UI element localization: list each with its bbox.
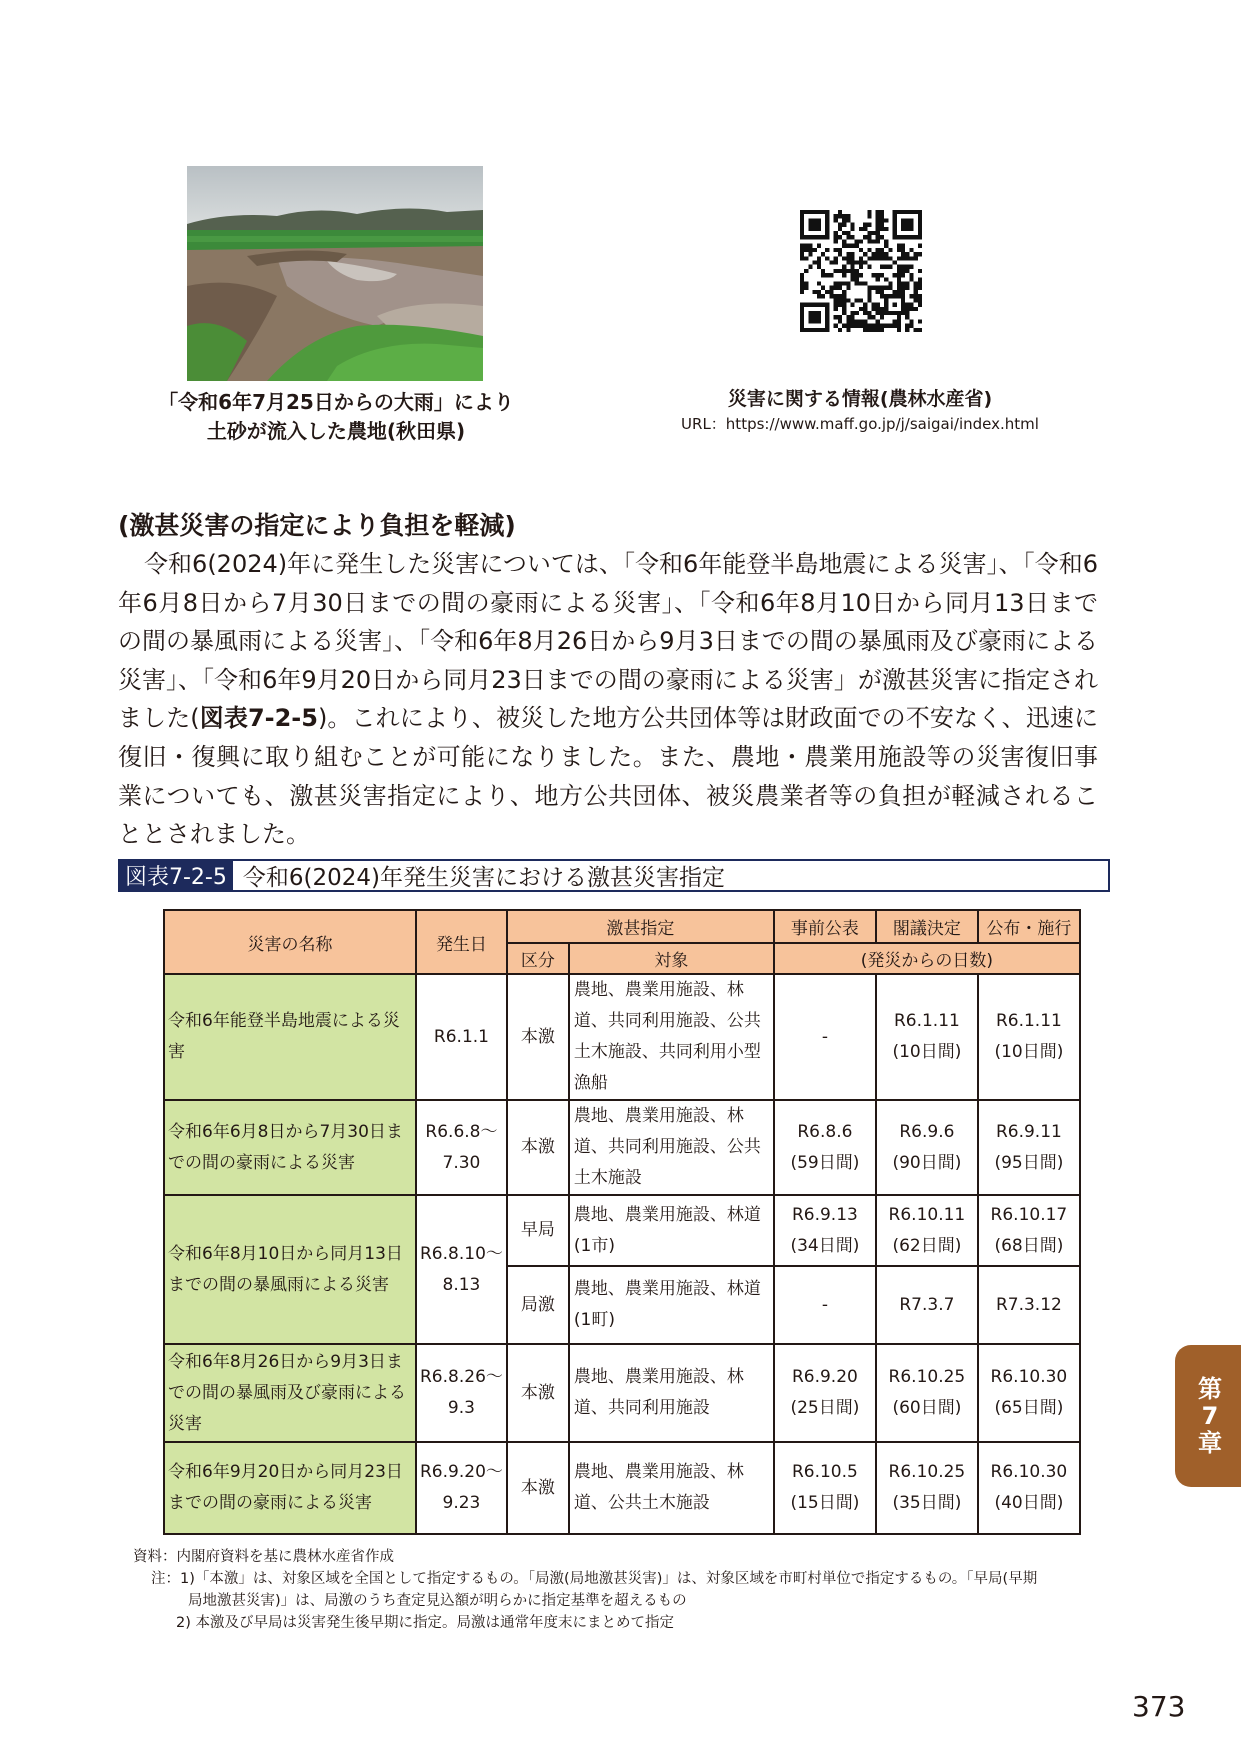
cabinet-date: R6.1.11 xyxy=(893,1011,960,1031)
row-prior xyxy=(774,1195,876,1266)
cabinet-days: (62日間) xyxy=(892,1235,962,1256)
prior-date: R6.10.5 xyxy=(791,1462,858,1482)
table-row xyxy=(164,1195,1080,1266)
qr-url-link[interactable]: URL：https://www.maff.go.jp/j/saigai/index.html xyxy=(681,415,1039,433)
note-1-line2: 局地激甚災害)」は、局激のうち査定見込額が明らかに指定基準を超えるもの xyxy=(188,1593,687,1609)
promulgation-date: R6.10.30 xyxy=(990,1462,1068,1482)
row-date xyxy=(416,1100,507,1195)
header-name: 災害の名称 xyxy=(164,910,416,974)
para-text-1: 令和6(2024)年に発生した災害については、「令和6年能登半島地震による災害」、「令和6年6月8日から7月30日までの間の豪雨による災害」、「令和6年8月10日から同月13日までの間の暴風雨による災害」、「令和6年8月26日から9月3日までの間の暴風雨及び豪雨による災害」、「令和6年9月20日から同月23日までの間の豪雨による災害」が激甚災害に指定されました( xyxy=(118,550,1098,733)
date-start: R6.6.8〜 xyxy=(425,1121,498,1142)
prior-days: (25日間) xyxy=(790,1398,860,1418)
row-date xyxy=(416,1442,507,1534)
row-target: 農地、農業用施設、林道、共同利用施設、公共土木施設 xyxy=(569,1100,774,1195)
table-row xyxy=(164,1344,1080,1442)
photo-caption xyxy=(150,388,522,446)
note-1-line1: 注：1)「本激」は、対象区域を全国として指定するもの。「局激(局地激甚災害)」は、対象区域を市町村単位で指定するもの。「早局(早期 xyxy=(151,1571,1038,1587)
row-cabinet xyxy=(876,1344,978,1442)
promulgation-days: (68日間) xyxy=(994,1235,1064,1256)
row-cabinet xyxy=(876,1442,978,1534)
row-cabinet xyxy=(876,1195,978,1266)
page-number: 373 xyxy=(1132,1690,1186,1723)
photo-caption-line2: 土砂が流入した農地(秋田県) xyxy=(206,419,466,443)
figure-label: 図表7-2-5 xyxy=(119,861,233,890)
row-prior xyxy=(774,1100,876,1195)
date-end: 7.30 xyxy=(442,1152,481,1173)
promulgation-days: (95日間) xyxy=(994,1152,1064,1173)
chapter-tab-line3: 章 xyxy=(1198,1428,1222,1457)
header-cabinet: 閣議決定 xyxy=(876,910,978,943)
prior-date: R6.9.13 xyxy=(791,1204,858,1225)
promulgation-date: R6.10.17 xyxy=(990,1204,1068,1225)
row-date xyxy=(416,1344,507,1442)
row-kubun: 本激 xyxy=(507,1344,569,1442)
prior-date: R6.8.6 xyxy=(797,1121,853,1142)
date-start: R6.8.26〜 xyxy=(420,1367,503,1387)
promulgation-date: R6.10.30 xyxy=(990,1367,1068,1387)
row-kubun: 本激 xyxy=(507,974,569,1100)
photo-caption-line1: 「令和6年7月25日からの大雨」により xyxy=(158,390,514,414)
prior-days: (34日間) xyxy=(790,1235,860,1256)
promulgation-days: (40日間) xyxy=(994,1493,1064,1513)
date-end: 9.3 xyxy=(447,1398,475,1418)
row-name: 令和6年8月26日から9月3日までの間の暴風雨及び豪雨による災害 xyxy=(164,1344,416,1442)
row-name: 令和6年能登半島地震による災害 xyxy=(164,974,416,1100)
disaster-designation-table xyxy=(163,909,1081,1535)
header-target: 対象 xyxy=(569,943,774,974)
header-date: 発生日 xyxy=(416,910,507,974)
row-target: 農地、農業用施設、林道、共同利用施設、公共土木施設、共同利用小型漁船 xyxy=(569,974,774,1100)
cabinet-days: (35日間) xyxy=(892,1493,962,1513)
cabinet-days: (90日間) xyxy=(892,1152,962,1173)
promulgation-date: R6.9.11 xyxy=(995,1121,1062,1142)
row-cabinet xyxy=(876,1100,978,1195)
section-paragraph xyxy=(118,545,1098,854)
header-designation: 激甚指定 xyxy=(507,910,774,943)
cabinet-date: R6.10.25 xyxy=(888,1367,966,1387)
row-promulgation xyxy=(978,974,1080,1100)
prior-days: (15日間) xyxy=(790,1493,860,1513)
table-notes xyxy=(133,1546,1113,1634)
date-end: 8.13 xyxy=(442,1274,481,1295)
figure-title: 令和6(2024)年発生災害における激甚災害指定 xyxy=(242,865,725,891)
row-promulgation: R7.3.12 xyxy=(978,1266,1080,1344)
cabinet-date: R6.10.11 xyxy=(888,1204,966,1225)
row-promulgation xyxy=(978,1100,1080,1195)
chapter-tab-line2: 7 xyxy=(1201,1401,1219,1430)
date-start: R6.8.10〜 xyxy=(420,1243,503,1264)
row-cabinet: R7.3.7 xyxy=(876,1266,978,1344)
row-prior xyxy=(774,1442,876,1534)
row-kubun: 本激 xyxy=(507,1442,569,1534)
row-date xyxy=(416,1195,507,1344)
chapter-tab[interactable] xyxy=(1175,1345,1241,1487)
prior-date: - xyxy=(821,1026,828,1047)
row-target: 農地、農業用施設、林道、公共土木施設 xyxy=(569,1442,774,1534)
para-text-2: )。これにより、被災した地方公共団体等は財政面での不安なく、迅速に復旧・復興に取り組むことが可能になりました。また、農地・農業用施設等の災害復旧事業についても、激甚災害指定により、地方公共団体、被災農業者等の負担が軽減されることとされました。 xyxy=(118,704,1098,849)
row-promulgation xyxy=(978,1442,1080,1534)
row-kubun: 局激 xyxy=(507,1266,569,1344)
promulgation-days: (10日間) xyxy=(994,1042,1064,1062)
row-cabinet xyxy=(876,974,978,1100)
row-name: 令和6年9月20日から同月23日までの間の豪雨による災害 xyxy=(164,1442,416,1534)
source-note: 資料：内閣府資料を基に農林水産省作成 xyxy=(133,1549,394,1565)
row-target: 農地、農業用施設、林道(1町) xyxy=(569,1266,774,1344)
header-days-note: (発災からの日数) xyxy=(774,943,1080,974)
row-target: 農地、農業用施設、林道(1市) xyxy=(569,1195,774,1266)
promulgation-date: R6.1.11 xyxy=(995,1011,1062,1031)
table-row xyxy=(164,974,1080,1100)
header-prior: 事前公表 xyxy=(774,910,876,943)
farmland-photo xyxy=(187,166,483,381)
promulgation-days: (65日間) xyxy=(994,1398,1064,1418)
row-name: 令和6年8月10日から同月13日までの間の暴風雨による災害 xyxy=(164,1195,416,1344)
table-row xyxy=(164,1442,1080,1534)
figure-title-bar xyxy=(118,859,1110,892)
cabinet-date: R6.10.25 xyxy=(888,1462,966,1482)
header-kubun: 区分 xyxy=(507,943,569,974)
row-date: R6.1.1 xyxy=(416,974,507,1100)
qr-caption xyxy=(640,385,1080,435)
figure-reference-link[interactable]: 図表7-2-5 xyxy=(199,704,318,733)
row-prior: - xyxy=(774,1266,876,1344)
date-start: R6.9.20〜 xyxy=(420,1462,503,1482)
note-2: 2) 本激及び早局は災害発生後早期に指定。局激は通常年度末にまとめて指定 xyxy=(176,1615,674,1631)
header-promulgation: 公布・施行 xyxy=(978,910,1080,943)
row-promulgation xyxy=(978,1195,1080,1266)
row-prior xyxy=(774,1344,876,1442)
cabinet-days: (60日間) xyxy=(892,1398,962,1418)
row-target: 農地、農業用施設、林道、共同利用施設 xyxy=(569,1344,774,1442)
date-end: 9.23 xyxy=(442,1493,481,1513)
chapter-tab-line1: 第 xyxy=(1198,1374,1222,1403)
row-promulgation xyxy=(978,1344,1080,1442)
section-heading: (激甚災害の指定により負担を軽減) xyxy=(118,511,516,540)
qr-title: 災害に関する情報(農林水産省) xyxy=(727,388,993,410)
row-kubun: 早局 xyxy=(507,1195,569,1266)
prior-days: (59日間) xyxy=(790,1152,860,1173)
cabinet-days: (10日間) xyxy=(892,1042,962,1062)
qr-code-icon[interactable] xyxy=(800,210,922,332)
table-row xyxy=(164,1100,1080,1195)
cabinet-date: R6.9.6 xyxy=(899,1121,955,1142)
row-name: 令和6年6月8日から7月30日までの間の豪雨による災害 xyxy=(164,1100,416,1195)
row-kubun: 本激 xyxy=(507,1100,569,1195)
row-prior xyxy=(774,974,876,1100)
prior-date: R6.9.20 xyxy=(791,1367,858,1387)
